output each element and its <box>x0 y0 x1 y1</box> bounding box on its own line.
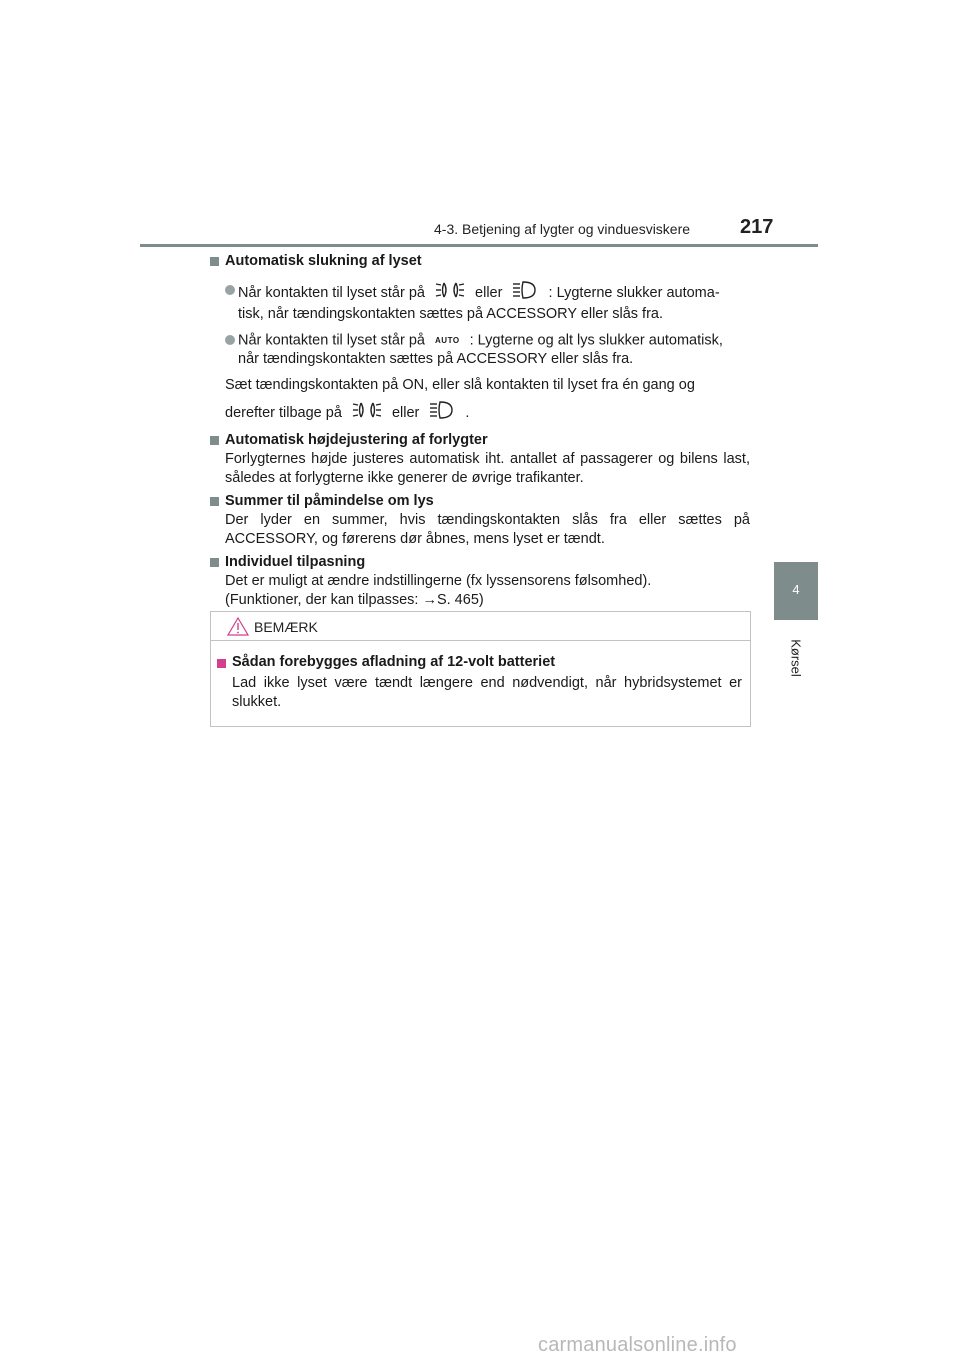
section-heading-leveling <box>210 431 750 450</box>
bullet-text: tisk, når tændingskontakten sættes på ACCESSORY eller slås fra. <box>238 306 663 322</box>
section-text: (Funktioner, der kan tilpasses: →S. 465) <box>225 592 484 609</box>
headlight-icon <box>512 281 538 305</box>
bullet-text: når tændingskontakten sættes på ACCESSORY eller slås fra. <box>238 351 634 368</box>
notice-subtitle-text: Sådan forebygges afladning af 12-volt batteriet <box>232 654 556 670</box>
section-square-icon <box>210 436 219 445</box>
chapter-tab <box>774 562 818 620</box>
section-body: Der lyder en summer, hvis tændingskontakten slås fra eller sættes på ACCESSORY, og førerens dør åbnes, mens lyset er tændt. <box>225 512 750 548</box>
paragraph-text: Sæt tændingskontakten på ON, eller slå kontakten til lyset fra én gang og <box>225 377 695 394</box>
watermark[interactable]: carmanualsonline.info <box>538 1334 737 1356</box>
notice-body: Lad ikke lyset være tændt længere end nødvendigt, når hybridsystemet er slukket. <box>232 675 742 710</box>
parking-light-icon <box>352 401 382 425</box>
chapter-label: Kørsel <box>788 639 804 677</box>
section-heading-auto-off <box>210 252 750 271</box>
bullet-item <box>210 331 750 369</box>
bullet-dot-icon <box>225 285 235 295</box>
section-body <box>210 572 750 610</box>
section-body: Forlygternes højde justeres automatisk iht. antallet af passagerer og bilens last, således at forlygterne ikke generer de øvrige trafikanter. <box>225 451 750 487</box>
paragraph-text: . <box>465 405 470 422</box>
section-square-icon <box>217 659 226 668</box>
bullet-text: : Lygterne slukker automa- <box>548 284 720 301</box>
notice-box <box>210 611 751 727</box>
chapter-label-wrap <box>782 628 810 688</box>
section-text: Det er muligt at ændre indstillingerne (fx lyssensorens følsomhed). <box>225 573 652 590</box>
section-heading-buzzer <box>210 492 750 511</box>
page-number: 217 <box>740 216 774 238</box>
section-square-icon <box>210 558 219 567</box>
headlight-icon <box>429 401 455 425</box>
section-title: Individuel tilpasning <box>225 554 366 571</box>
paragraph <box>210 376 750 425</box>
main-content <box>210 252 750 610</box>
header-section-title: 4-3. Betjening af lygter og vinduesviskere <box>434 221 691 237</box>
section-heading-customization <box>210 553 750 572</box>
header-divider <box>140 244 818 247</box>
section-title: Automatisk slukning af lyset <box>225 253 422 269</box>
paragraph-text: eller <box>391 405 420 422</box>
parking-light-icon <box>435 281 465 305</box>
chapter-number: 4 <box>792 582 800 597</box>
auto-icon: AUTO <box>435 336 460 345</box>
bullet-text: eller <box>475 284 503 301</box>
notice-subtitle <box>217 654 555 670</box>
section-square-icon <box>210 497 219 506</box>
bullet-text: : Lygterne og alt lys slukker automatisk, <box>469 332 723 349</box>
section-title: Automatisk højdejustering af forlygter <box>225 432 488 449</box>
notice-header <box>211 612 750 641</box>
bullet-text: Når kontakten til lyset står på <box>238 284 425 301</box>
section-square-icon <box>210 257 219 266</box>
bullet-dot-icon <box>225 335 235 345</box>
bullet-text: Når kontakten til lyset står på <box>238 332 425 349</box>
paragraph-text: derefter tilbage på <box>225 405 342 422</box>
notice-title: BEMÆRK <box>254 619 318 635</box>
section-title: Summer til påmindelse om lys <box>225 493 434 510</box>
warning-triangle-icon <box>227 617 249 641</box>
bullet-item <box>210 281 750 324</box>
